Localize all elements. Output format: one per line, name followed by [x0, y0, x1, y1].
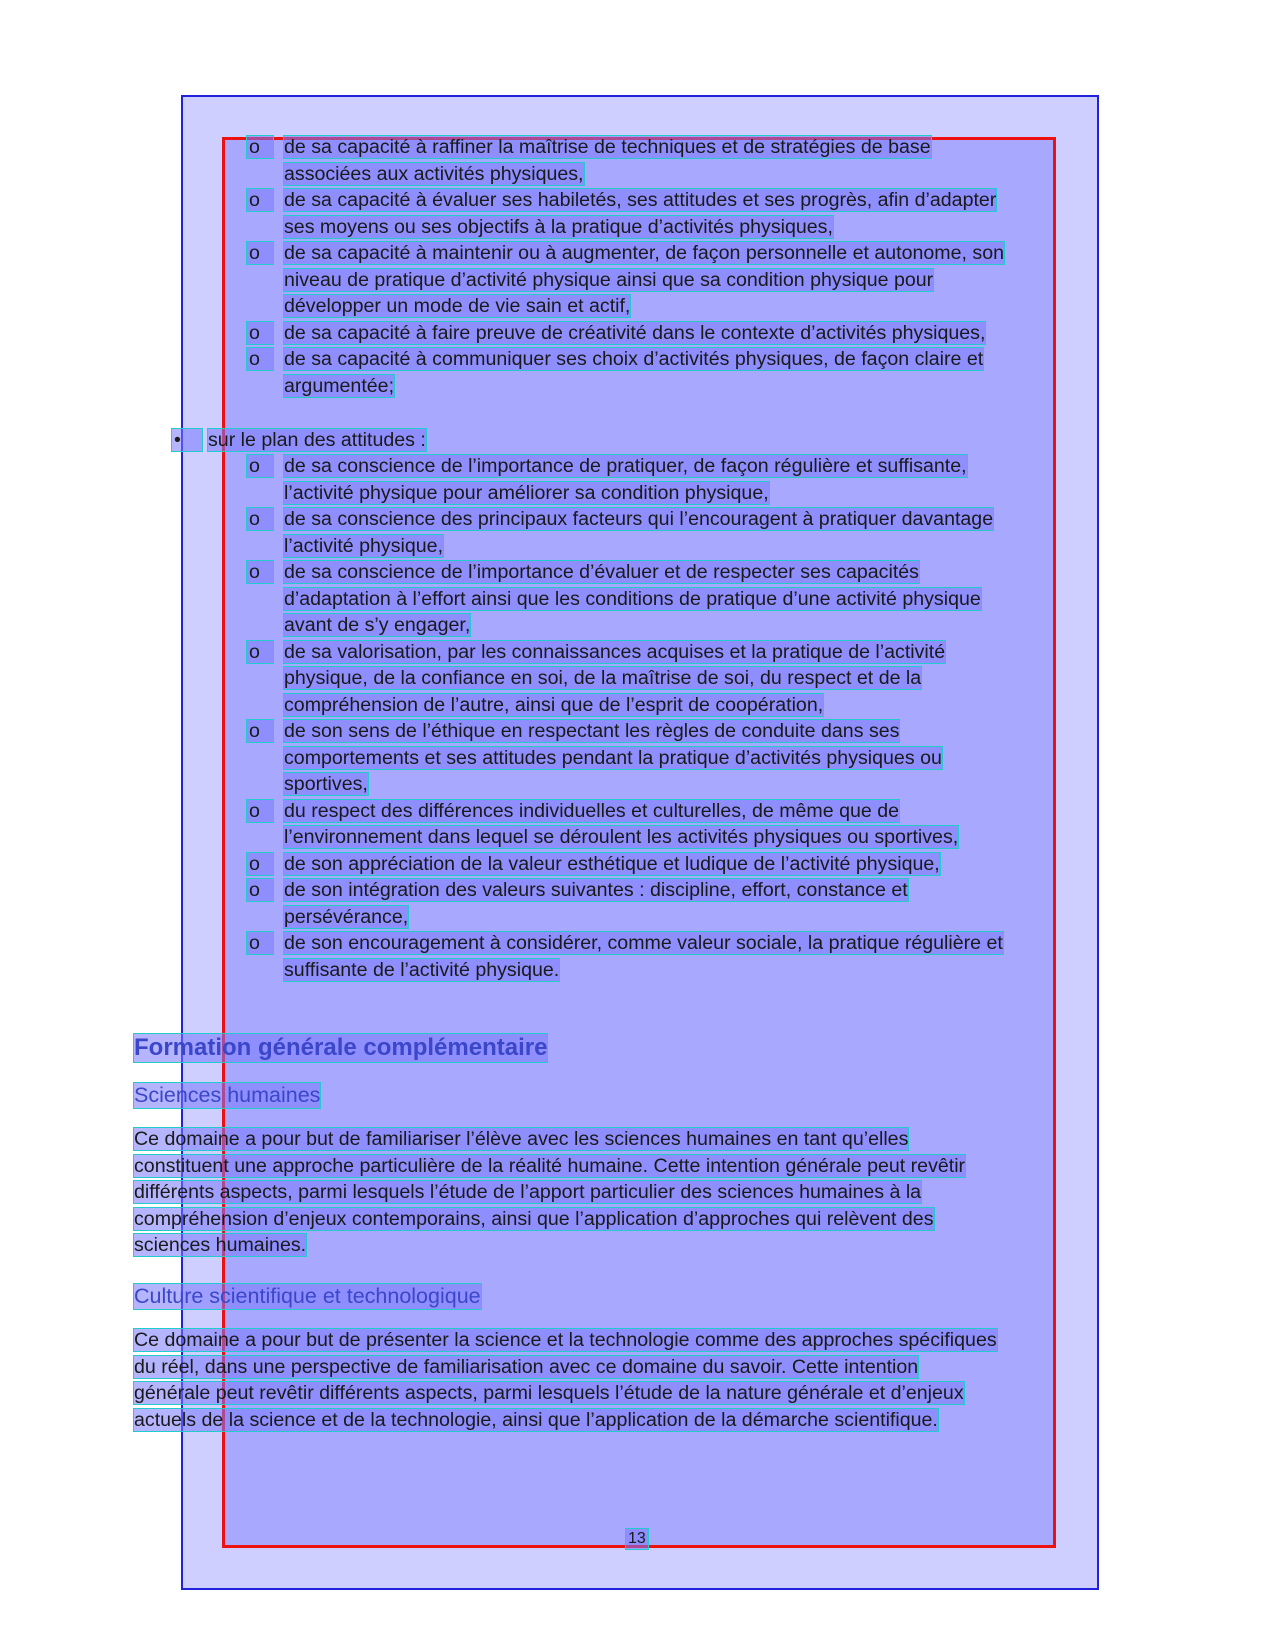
attitude-list-item-line: de son encouragement à considérer, comme valeur sociale, la pratique régulière et — [284, 932, 1003, 954]
capacity-list-item-marker: o — [247, 348, 273, 370]
capacity-list-item-marker: o — [247, 189, 273, 211]
attitude-list-item-line: de son intégration des valeurs suivantes : discipline, effort, constance et — [284, 879, 908, 901]
attitude-list-item-marker: o — [247, 455, 273, 477]
subsection-paragraph-line: différents aspects, parmi lesquels l’étude de l’apport particulier des sciences humaines à la — [134, 1181, 922, 1203]
attitude-list-item-line: de sa conscience de l’importance d’évaluer et de respecter ses capacités — [284, 561, 919, 583]
subsection-paragraph-line: compréhension d’enjeux contemporains, ainsi que l’application d’approches qui relèvent des — [134, 1207, 934, 1230]
subsection-paragraph-line: du réel, dans une perspective de familiarisation avec ce domaine du savoir. Cette intention — [134, 1355, 919, 1378]
capacity-list-item-marker: o — [247, 322, 273, 344]
attitude-list-item-line: avant de s’y engager, — [284, 614, 471, 636]
attitude-list-item-line: d’adaptation à l’effort ainsi que les conditions de pratique d’une activité physique — [284, 587, 981, 610]
attitude-list-item-line: compréhension de l’autre, ainsi que de l’esprit de coopération, — [284, 693, 824, 716]
attitude-list-item-marker: o — [247, 720, 273, 742]
capacity-list-item-line: niveau de pratique d’activité physique ainsi que sa condition physique pour — [284, 268, 934, 291]
capacity-list-item-marker: o — [247, 242, 273, 264]
capacity-list-item-line: associées aux activités physiques, — [284, 162, 584, 185]
subsection-paragraph-line: sciences humaines. — [134, 1234, 307, 1256]
section-title: Formation générale complémentaire — [134, 1034, 548, 1061]
attitudes-bullet-marker: • — [172, 429, 202, 451]
attitude-list-item-marker: o — [247, 853, 273, 875]
attitude-list-item-marker: o — [247, 800, 273, 822]
attitude-list-item-marker: o — [247, 932, 273, 954]
subsection-paragraph-line: constituent une approche particulière de la réalité humaine. Cette intention générale peut revêtir — [134, 1154, 966, 1177]
subsection-paragraph-line: Ce domaine a pour but de présenter la science et la technologie comme des approches spécifiques — [134, 1329, 997, 1351]
subsection-title-culture-scientifique: Culture scientifique et technologique — [134, 1284, 481, 1308]
attitude-list-item-marker: o — [247, 561, 273, 583]
attitude-list-item-line: sportives, — [284, 773, 368, 795]
capacity-list-item-line: de sa capacité à maintenir ou à augmenter, de façon personnelle et autonome, son — [284, 242, 1005, 264]
capacity-list-item-line: ses moyens ou ses objectifs à la pratique d’activités physiques, — [284, 215, 833, 238]
capacity-list-item-line: argumentée; — [284, 374, 395, 397]
attitude-list-item-line: physique, de la confiance en soi, de la maîtrise de soi, du respect et de la — [284, 667, 922, 689]
attitude-list-item-line: suffisante de l’activité physique. — [284, 958, 560, 981]
capacity-list-item-line: de sa capacité à faire preuve de créativité dans le contexte d’activités physiques, — [284, 321, 986, 344]
attitude-list-item-marker: o — [247, 641, 273, 663]
attitude-list-item-line: de son appréciation de la valeur esthétique et ludique de l’activité physique, — [284, 852, 940, 875]
capacity-list-item-line: de sa capacité à évaluer ses habiletés, ses attitudes et ses progrès, afin d’adapter — [284, 189, 997, 211]
page-number: 13 — [628, 1530, 646, 1547]
attitude-list-item-marker: o — [247, 879, 273, 901]
attitude-list-item-line: l’activité physique pour améliorer sa condition physique, — [284, 481, 769, 504]
attitude-list-item-line: de son sens de l’éthique en respectant les règles de conduite dans ses — [284, 720, 900, 742]
attitude-list-item-line: du respect des différences individuelles et culturelles, de même que de — [284, 799, 900, 822]
attitudes-bullet-label: sur le plan des attitudes : — [208, 429, 426, 451]
attitude-list-item-line: comportements et ses attitudes pendant la pratique d’activités physiques ou — [284, 746, 942, 769]
capacity-list-item-line: de sa capacité à communiquer ses choix d’activités physiques, de façon claire et — [284, 348, 984, 370]
attitude-list-item-marker: o — [247, 508, 273, 530]
subsection-title-sciences-humaines: Sciences humaines — [134, 1083, 321, 1107]
subsection-paragraph-line: actuels de la science et de la technologie, ainsi que l’application de la démarche scientifique. — [134, 1408, 938, 1431]
subsection-paragraph-line: Ce domaine a pour but de familiariser l’élève avec les sciences humaines en tant qu’elles — [134, 1128, 909, 1150]
attitude-list-item-line: l’activité physique, — [284, 534, 444, 557]
attitude-list-item-line: persévérance, — [284, 905, 409, 928]
capacity-list-item-line: développer un mode de vie sain et actif, — [284, 295, 631, 317]
attitude-list-item-line: de sa valorisation, par les connaissances acquises et la pratique de l’activité — [284, 640, 946, 663]
attitude-list-item-line: de sa conscience des principaux facteurs qui l’encouragent à pratiquer davantage — [284, 508, 994, 530]
attitude-list-item-line: l’environnement dans lequel se déroulent les activités physiques ou sportives, — [284, 826, 959, 848]
capacity-list-item-marker: o — [247, 136, 273, 158]
attitude-list-item-line: de sa conscience de l’importance de pratiquer, de façon régulière et suffisante, — [284, 455, 967, 477]
subsection-paragraph-line: générale peut revêtir différents aspects, parmi lesquels l’étude de la nature générale et d’enjeux — [134, 1382, 964, 1404]
capacity-list-item-line: de sa capacité à raffiner la maîtrise de techniques et de stratégies de base — [284, 136, 931, 158]
